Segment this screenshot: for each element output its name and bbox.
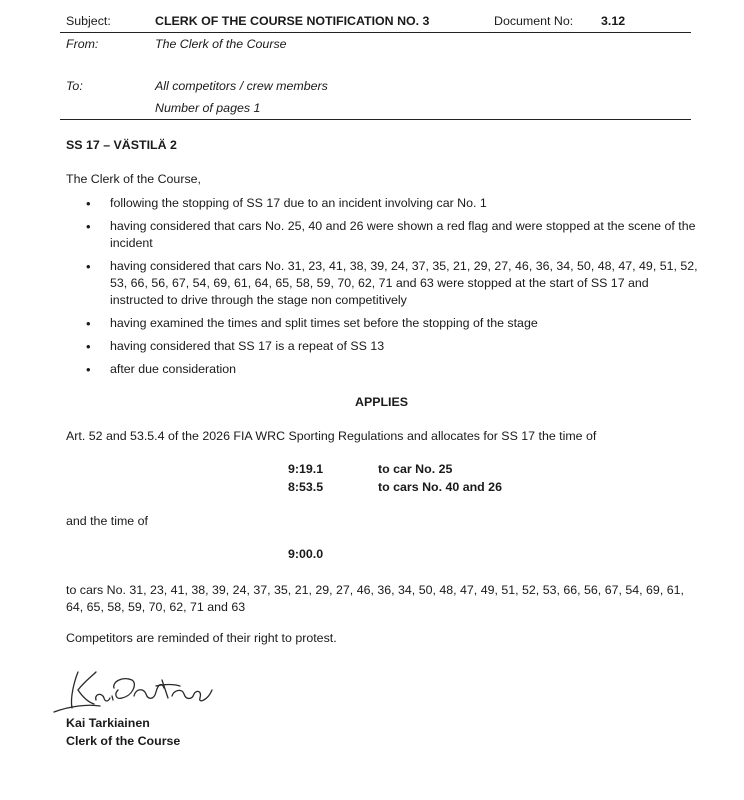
signature-image	[50, 660, 220, 720]
subject-label: Subject:	[66, 14, 111, 28]
time-target: to car No. 25	[378, 462, 453, 476]
to-value: All competitors / crew members	[155, 79, 328, 93]
signatory-name: Kai Tarkiainen	[66, 716, 150, 730]
considerations-list	[86, 195, 698, 384]
document-label: Document No:	[494, 14, 574, 28]
section-title: SS 17 – VÄSTILÄ 2	[66, 138, 177, 152]
list-item: • having considered that SS 17 is a repeat of SS 13	[86, 338, 698, 355]
list-item: • after due consideration	[86, 361, 698, 378]
list-item: • having considered that cars No. 25, 40 and 26 were shown a red flag and were stopped at the scene of the incident	[86, 218, 698, 252]
list-item: • having examined the times and split times set before the stopping of the stage	[86, 315, 698, 332]
subject-value: CLERK OF THE COURSE NOTIFICATION NO. 3	[155, 14, 430, 28]
and-time-text: and the time of	[66, 514, 148, 528]
time-value: 9:19.1	[288, 462, 324, 476]
third-cars-text: to cars No. 31, 23, 41, 38, 39, 24, 37, 35, 21, 29, 27, 46, 36, 34, 50, 48, 47, 49, 51, 52, 53, 66, 56, 67, 54, 69, 61, 64, 65, 58, 59, 70, 62, 71 and 63	[66, 583, 684, 614]
from-label: From:	[66, 37, 99, 51]
time-value: 8:53.5	[288, 480, 324, 494]
from-value: The Clerk of the Course	[155, 37, 287, 51]
signatory-role: Clerk of the Course	[66, 734, 181, 748]
list-item: • following the stopping of SS 17 due to an incident involving car No. 1	[86, 195, 698, 212]
protest-reminder: Competitors are reminded of their right to protest.	[66, 631, 337, 645]
third-time-value: 9:00.0	[288, 547, 324, 561]
header-bottom-divider	[60, 119, 691, 120]
time-target: to cars No. 40 and 26	[378, 480, 502, 494]
intro-text: The Clerk of the Course,	[66, 172, 201, 186]
list-item: • having considered that cars No. 31, 23, 41, 38, 39, 24, 37, 35, 21, 29, 27, 46, 36, 34, 50, 48, 47, 49, 51, 52, 53, 66, 56, 67, 54, 69, 61, 64, 65, 58, 59, 70, 62, 71 and 63 were stopped at the start of SS 17 and instructed to drive through the stage non competitively	[86, 258, 698, 309]
to-label: To:	[66, 79, 83, 93]
applies-heading: APPLIES	[355, 395, 409, 409]
document-number: 3.12	[601, 14, 626, 28]
article-text: Art. 52 and 53.5.4 of the 2026 FIA WRC Sporting Regulations and allocates for SS 17 the time of	[66, 429, 597, 443]
pages-count: Number of pages 1	[155, 101, 261, 115]
header-divider	[60, 32, 691, 33]
